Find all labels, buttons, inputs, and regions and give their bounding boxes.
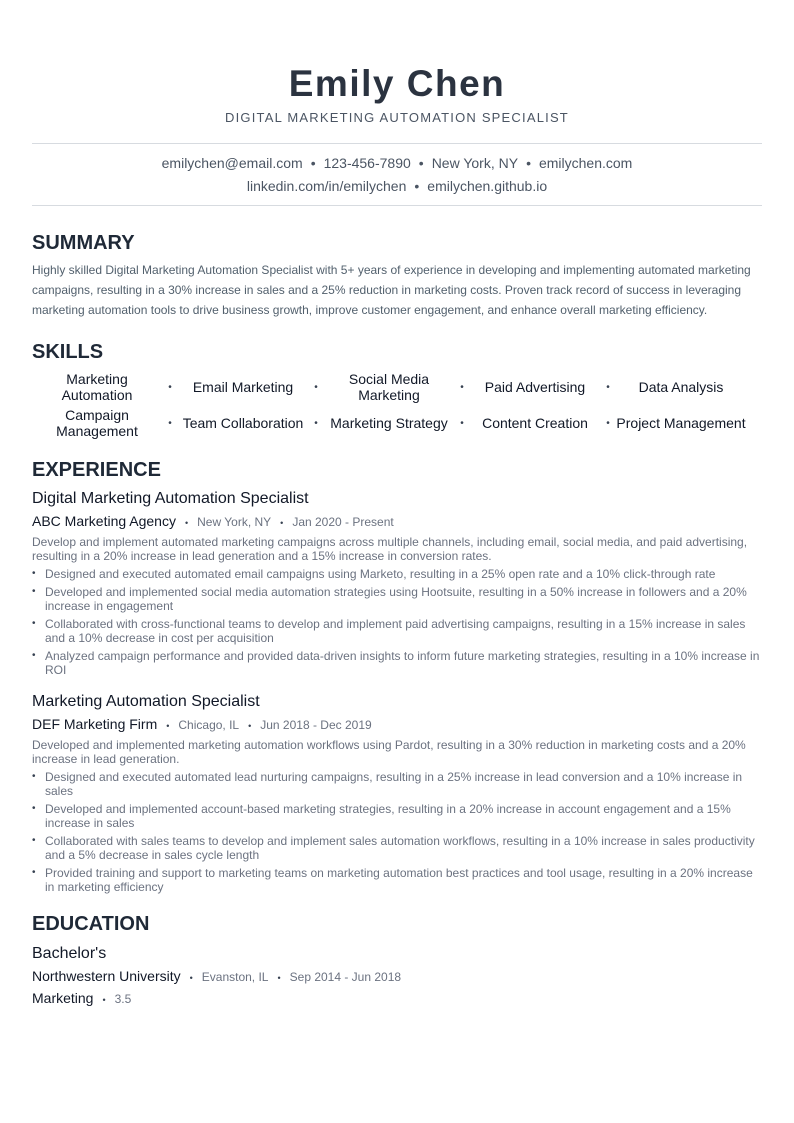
separator-dot: • [168, 381, 172, 393]
gpa: 3.5 [114, 992, 132, 1006]
list-item [32, 770, 762, 798]
skills-row [32, 405, 762, 441]
separator-dot: • [184, 518, 189, 528]
skill-item: Marketing Strategy [330, 415, 448, 431]
skill-item: Data Analysis [638, 379, 724, 395]
candidate-title: DIGITAL MARKETING AUTOMATION SPECIALIST [225, 110, 569, 125]
company-name: ABC Marketing Agency [32, 513, 176, 529]
contact-line-2 [32, 175, 762, 198]
list-item [32, 567, 762, 581]
separator-dot: • [606, 417, 610, 429]
skills-heading: SKILLS [32, 341, 104, 363]
bullet-text: Designed and executed automated email campaigns using Marketo, resulting in a 25% open rate and a 10% click-through rate [45, 567, 716, 581]
bullet-text: Provided training and support to marketing teams on marketing automation best practices and tool usage, resulting in a 20% increase in marketing efficiency [45, 866, 753, 894]
contact-github[interactable]: emilychen.github.io [427, 178, 548, 194]
field-meta [32, 989, 762, 1009]
separator-dot: • [314, 417, 318, 429]
job-meta [32, 715, 762, 735]
separator-dot: • [102, 995, 106, 1005]
school-location: Evanston, IL [201, 970, 269, 984]
job-description: Developed and implemented marketing automation workflows using Pardot, resulting in a 30% reduction in marketing costs and a 20% increase in lead generation. [32, 738, 746, 766]
skill-item: Email Marketing [192, 379, 294, 395]
bullet-icon: • [32, 867, 36, 878]
separator-dot: • [460, 381, 464, 393]
degree: Bachelor's [32, 945, 107, 962]
school-meta [32, 967, 762, 987]
job-entry [32, 691, 762, 894]
bullet-text: Designed and executed automated lead nurturing campaigns, resulting in a 25% increase in lead conversion and a 10% increase in sales [45, 770, 743, 798]
contact-phone[interactable]: 123-456-7890 [323, 155, 411, 171]
bullet-icon: • [32, 618, 36, 629]
separator-dot: • [606, 381, 610, 393]
bullet-text: Collaborated with sales teams to develop and implement sales automation workflows, resulting in a 10% increase in sales productivity and a 5% decrease in sales cycle length [45, 834, 755, 862]
skills-row [32, 369, 762, 405]
divider [32, 205, 762, 206]
contact-website[interactable]: emilychen.com [538, 155, 633, 171]
separator-dot: • [314, 381, 318, 393]
separator-dot: • [248, 721, 252, 731]
job-title: Marketing Automation Specialist [32, 693, 260, 710]
list-item [32, 649, 762, 677]
skill-item: Project Management [616, 415, 746, 431]
skill-item: Content Creation [482, 415, 588, 431]
list-item [32, 585, 762, 613]
summary-text: Highly skilled Digital Marketing Automation Specialist with 5+ years of experience in developing and implementing automated marketing campaigns, resulting in a 30% increase in sales and a 25% reduction in marketing costs. Proven track record of success in leveraging marketing automation tools to drive business growth, improve customer engagement, and enhance overall marketing efficiency. [32, 263, 751, 317]
bullet-icon: • [32, 835, 36, 846]
summary-heading: SUMMARY [32, 232, 135, 254]
skill-item: Campaign Management [56, 407, 138, 439]
contact-email[interactable]: emilychen@email.com [161, 155, 303, 171]
bullet-text: Developed and implemented social media automation strategies using Hootsuite, resulting in a 50% increase in followers and a 20% increase in engagement [45, 585, 747, 613]
contact-linkedin[interactable]: linkedin.com/in/emilychen [246, 178, 407, 194]
skill-item: Marketing Automation [61, 371, 133, 403]
job-dates: Jan 2020 - Present [292, 515, 394, 529]
job-location: New York, NY [197, 515, 272, 529]
separator-dot: • [526, 155, 531, 171]
list-item [32, 802, 762, 830]
separator-dot: • [310, 155, 316, 171]
skill-item: Paid Advertising [484, 379, 586, 395]
skill-item: Team Collaboration [182, 415, 304, 431]
job-dates: Jun 2018 - Dec 2019 [260, 718, 372, 732]
contact-block [32, 144, 762, 205]
list-item [32, 834, 762, 862]
job-bullets [32, 770, 762, 894]
school-dates: Sep 2014 - Jun 2018 [289, 970, 402, 984]
contact-location: New York, NY [431, 155, 519, 171]
bullet-text: Analyzed campaign performance and provided data-driven insights to inform future marketing strategies, resulting in a 10% increase in ROI [45, 649, 760, 677]
experience-heading: EXPERIENCE [32, 459, 161, 481]
job-meta [32, 512, 762, 532]
list-item [32, 617, 762, 645]
bullet-text: Developed and implemented account-based marketing strategies, resulting in a 20% increase in account engagement and a 15% increase in sales [45, 802, 731, 830]
job-entry [32, 488, 762, 677]
job-bullets [32, 567, 762, 677]
separator-dot: • [280, 518, 284, 528]
separator-dot: • [414, 178, 420, 194]
separator-dot: • [189, 973, 193, 983]
bullet-icon: • [32, 771, 36, 782]
separator-dot: • [277, 973, 281, 983]
company-name: DEF Marketing Firm [32, 716, 158, 732]
bullet-text: Collaborated with cross-functional teams to develop and implement paid advertising campaigns, resulting in a 15% increase in sales and a 10% decrease in cost per acquisition [45, 617, 746, 645]
field-of-study: Marketing [32, 990, 94, 1006]
list-item [32, 866, 762, 894]
job-location: Chicago, IL [178, 718, 240, 732]
bullet-icon: • [32, 650, 36, 661]
bullet-icon: • [32, 568, 36, 579]
school-name: Northwestern University [32, 968, 181, 984]
separator-dot: • [418, 155, 424, 171]
candidate-name: Emily Chen [288, 63, 506, 104]
separator-dot: • [166, 721, 170, 731]
bullet-icon: • [32, 803, 36, 814]
separator-dot: • [168, 417, 172, 429]
job-description: Develop and implement automated marketing campaigns across multiple channels, including email, social media, and paid advertising, resulting in a 20% increase in lead generation and a 15% increase in conversion rates. [32, 535, 748, 563]
skills-grid [32, 369, 762, 441]
contact-line-1 [32, 152, 762, 175]
skill-item: Social Media Marketing [348, 371, 430, 403]
education-heading: EDUCATION [32, 913, 150, 935]
separator-dot: • [460, 417, 464, 429]
bullet-icon: • [32, 586, 36, 597]
job-title: Digital Marketing Automation Specialist [32, 490, 309, 507]
